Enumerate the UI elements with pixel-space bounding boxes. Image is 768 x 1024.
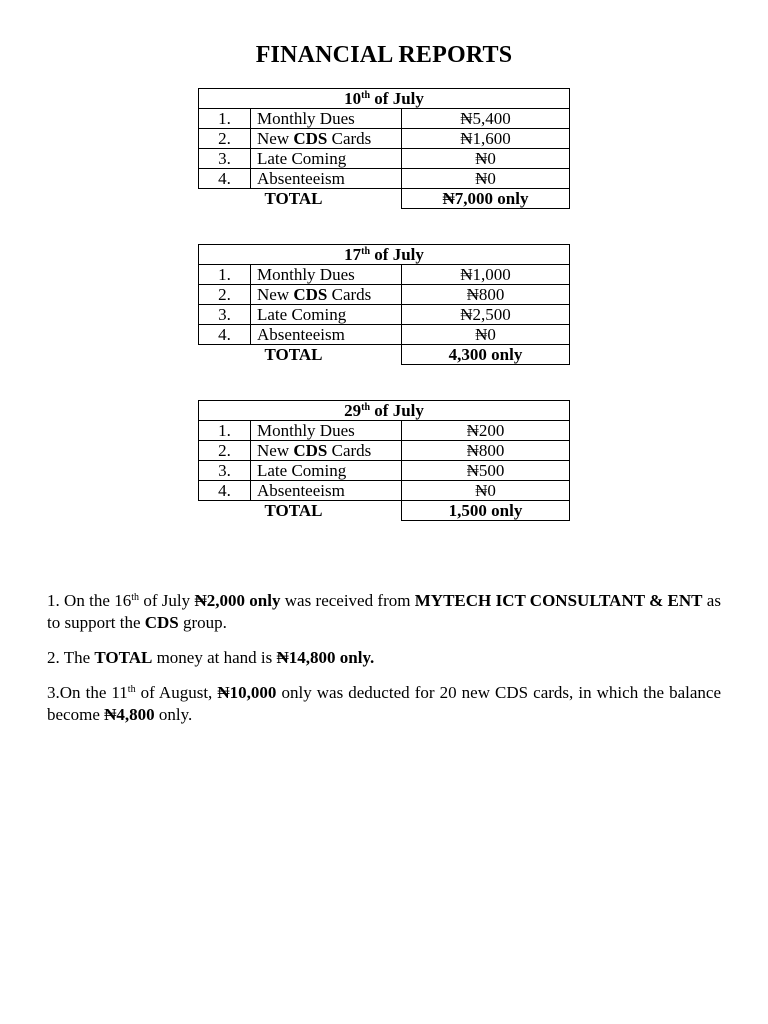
table-row [199, 169, 570, 189]
total-row [199, 501, 570, 521]
total-label: TOTAL [264, 501, 323, 521]
row-item: Absenteeism [251, 169, 402, 189]
note-donation: 1. On the 16th of July ₦2,000 only was received from MYTECH ICT CONSULTANT & ENT as to support the CDS group. [47, 591, 721, 632]
row-amount: ₦200 [402, 421, 570, 441]
row-number: 1. [199, 109, 251, 129]
row-item: New CDS Cards [251, 129, 402, 149]
row-amount: ₦800 [402, 285, 570, 305]
table-row [199, 421, 570, 441]
report-table-2 [198, 244, 570, 365]
row-amount: ₦2,500 [402, 305, 570, 325]
total-value: 4,300 only [402, 345, 570, 365]
row-amount: ₦0 [402, 325, 570, 345]
report-table-3 [198, 400, 570, 521]
page-title: FINANCIAL REPORTS [255, 42, 513, 68]
row-amount: ₦500 [402, 461, 570, 481]
total-row [199, 189, 570, 209]
row-amount: ₦5,400 [402, 109, 570, 129]
row-number: 3. [199, 305, 251, 325]
row-amount: ₦1,000 [402, 265, 570, 285]
table-row [199, 305, 570, 325]
table-row [199, 285, 570, 305]
table-row [199, 325, 570, 345]
table-row [199, 481, 570, 501]
report-table-1 [198, 88, 570, 209]
row-item: Monthly Dues [251, 421, 402, 441]
row-number: 1. [199, 421, 251, 441]
total-value: 1,500 only [402, 501, 570, 521]
report-date-header: 29th of July [199, 401, 570, 421]
row-amount: ₦1,600 [402, 129, 570, 149]
table-row [199, 129, 570, 149]
row-number: 1. [199, 265, 251, 285]
row-number: 3. [199, 149, 251, 169]
table-row [199, 441, 570, 461]
report-date-header: 17th of July [199, 245, 570, 265]
row-amount: ₦800 [402, 441, 570, 461]
row-number: 3. [199, 461, 251, 481]
row-item: Monthly Dues [251, 109, 402, 129]
row-item: New CDS Cards [251, 285, 402, 305]
row-number: 2. [199, 285, 251, 305]
row-item: New CDS Cards [251, 441, 402, 461]
row-number: 4. [199, 325, 251, 345]
row-item: Late Coming [251, 305, 402, 325]
row-item: Monthly Dues [251, 265, 402, 285]
total-row [199, 345, 570, 365]
row-number: 2. [199, 441, 251, 461]
row-item: Absenteeism [251, 481, 402, 501]
row-number: 4. [199, 481, 251, 501]
row-amount: ₦0 [402, 481, 570, 501]
total-label: TOTAL [264, 345, 323, 365]
row-item: Late Coming [251, 461, 402, 481]
table-row [199, 265, 570, 285]
row-amount: ₦0 [402, 169, 570, 189]
table-row [199, 109, 570, 129]
row-item: Absenteeism [251, 325, 402, 345]
note-total-money: 2. The TOTAL money at hand is ₦14,800 only. [47, 648, 375, 667]
note-deduction: 3.On the 11th of August, ₦10,000 only was deducted for 20 new CDS cards, in which the balance become ₦4,800 only. [47, 683, 721, 724]
report-date-header: 10th of July [199, 89, 570, 109]
row-number: 4. [199, 169, 251, 189]
table-row [199, 149, 570, 169]
row-amount: ₦0 [402, 149, 570, 169]
row-item: Late Coming [251, 149, 402, 169]
total-value: ₦7,000 only [402, 189, 570, 209]
row-number: 2. [199, 129, 251, 149]
total-label: TOTAL [264, 189, 323, 209]
table-row [199, 461, 570, 481]
